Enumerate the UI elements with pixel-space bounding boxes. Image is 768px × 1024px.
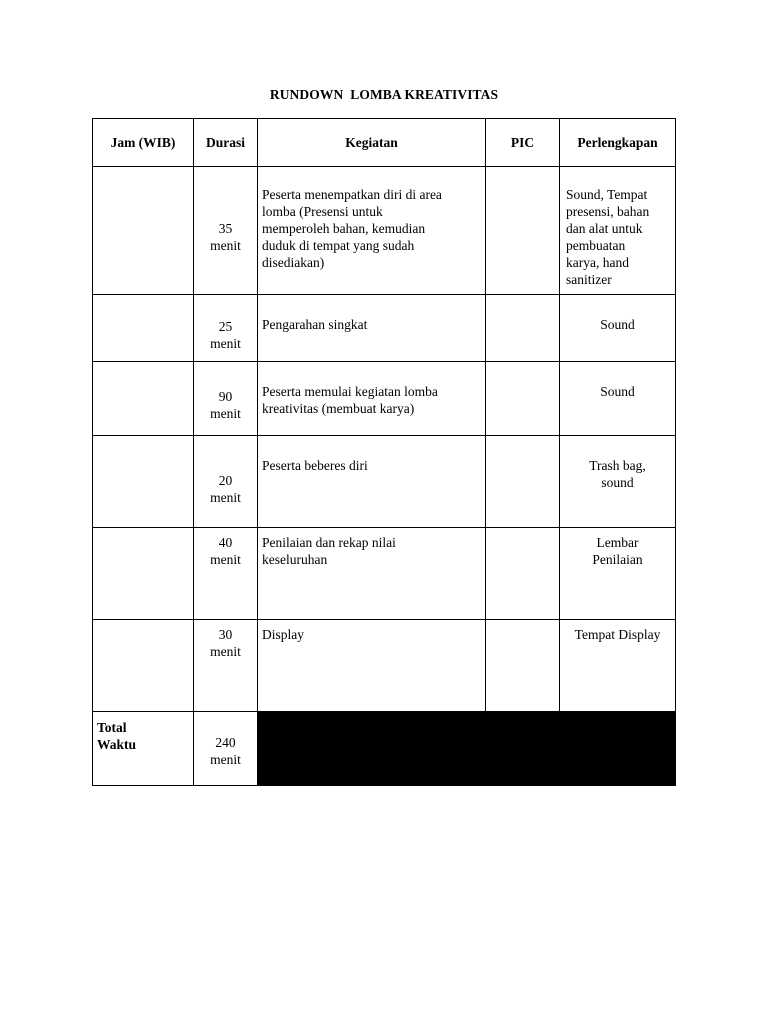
header-pic: PIC (486, 119, 560, 167)
cell-kegiatan (258, 362, 486, 436)
kegiatan-text: Penilaian dan rekap nilai keseluruhan (262, 535, 396, 567)
perlengkapan-text: Sound (600, 317, 635, 332)
cell-pic (486, 167, 560, 295)
kegiatan-text: Display (262, 627, 304, 642)
header-perlengkapan: Perlengkapan (560, 119, 676, 167)
perlengkapan-text: Lembar Penilaian (592, 535, 643, 567)
cell-pic (486, 362, 560, 436)
cell-jam (93, 295, 194, 362)
cell-durasi (194, 362, 258, 436)
cell-pic (486, 528, 560, 620)
cell-durasi (194, 436, 258, 528)
cell-kegiatan (258, 528, 486, 620)
cell-durasi (194, 295, 258, 362)
cell-kegiatan (258, 436, 486, 528)
cell-jam (93, 620, 194, 712)
cell-pic (486, 620, 560, 712)
cell-kegiatan (258, 620, 486, 712)
cell-durasi (194, 167, 258, 295)
cell-perlengkapan (560, 620, 676, 712)
cell-perlengkapan (560, 528, 676, 620)
cell-jam (93, 167, 194, 295)
table-row (93, 167, 676, 295)
cell-total-durasi (194, 712, 258, 786)
table-row (93, 436, 676, 528)
table-row (93, 295, 676, 362)
durasi-value: 40 menit (210, 535, 241, 567)
cell-kegiatan (258, 295, 486, 362)
total-label: Total Waktu (97, 720, 137, 752)
rundown-table (92, 118, 676, 786)
cell-pic (486, 436, 560, 528)
durasi-value: 90 menit (210, 389, 241, 421)
cell-perlengkapan (560, 167, 676, 295)
perlengkapan-text: Sound, Tempat presensi, bahan dan alat untuk pembuatan karya, hand sanitizer (566, 187, 650, 287)
perlengkapan-text: Sound (600, 384, 635, 399)
header-durasi: Durasi (194, 119, 258, 167)
header-kegiatan: Kegiatan (258, 119, 486, 167)
cell-pic (486, 295, 560, 362)
kegiatan-text: Peserta memulai kegiatan lomba kreativitas (membuat karya) (262, 384, 438, 416)
cell-durasi (194, 528, 258, 620)
total-durasi-value: 240 menit (210, 735, 241, 767)
total-blackout-cell (258, 712, 676, 786)
cell-kegiatan (258, 167, 486, 295)
perlengkapan-text: Tempat Display (574, 627, 661, 642)
cell-jam (93, 436, 194, 528)
cell-jam (93, 528, 194, 620)
total-row (93, 712, 676, 786)
perlengkapan-text: Trash bag, sound (589, 458, 646, 490)
durasi-value: 30 menit (210, 627, 241, 659)
table-row (93, 362, 676, 436)
cell-total-label (93, 712, 194, 786)
kegiatan-text: Pengarahan singkat (262, 317, 368, 332)
document-title: RUNDOWN LOMBA KREATIVITAS (269, 87, 499, 102)
cell-jam (93, 362, 194, 436)
durasi-value: 20 menit (210, 473, 241, 505)
cell-perlengkapan (560, 362, 676, 436)
cell-durasi (194, 620, 258, 712)
header-jam: Jam (WIB) (93, 119, 194, 167)
durasi-value: 35 menit (210, 221, 241, 253)
cell-perlengkapan (560, 436, 676, 528)
durasi-value: 25 menit (210, 319, 241, 351)
table-row (93, 620, 676, 712)
kegiatan-text: Peserta beberes diri (262, 458, 368, 473)
kegiatan-text: Peserta menempatkan diri di area lomba (Presensi untuk memperoleh bahan, kemudian duduk di tempat yang sudah disediakan) (262, 187, 442, 270)
cell-perlengkapan (560, 295, 676, 362)
table-header-row (93, 119, 676, 167)
table-row (93, 528, 676, 620)
